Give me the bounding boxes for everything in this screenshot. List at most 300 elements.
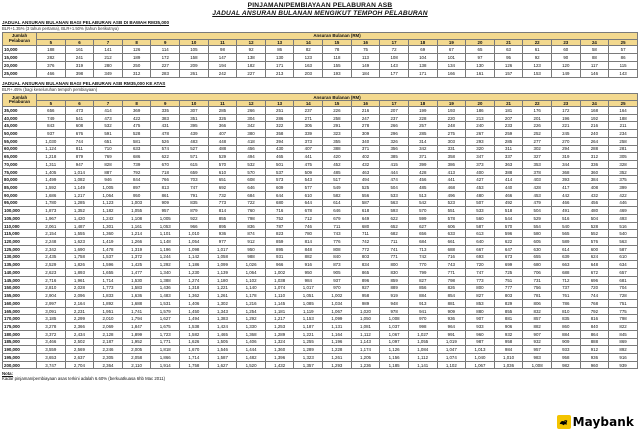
installment-cell: 771 bbox=[437, 269, 466, 277]
installment-cell: 146 bbox=[580, 70, 609, 78]
installment-cell: 932 bbox=[523, 338, 552, 346]
table-row bbox=[3, 284, 638, 292]
installment-cell: 843 bbox=[37, 122, 66, 130]
installment-cell: 368 bbox=[551, 168, 580, 176]
installment-cell: 1,494 bbox=[180, 315, 209, 323]
year-header-cell: 25 bbox=[609, 100, 638, 106]
installment-cell: 1,034 bbox=[323, 299, 352, 307]
installment-cell: 983 bbox=[523, 353, 552, 361]
installment-cell: 1,186 bbox=[180, 261, 209, 269]
installment-cell: 1,217 bbox=[65, 191, 94, 199]
installment-cell: 2,128 bbox=[94, 330, 123, 338]
amount-cell: 75,000 bbox=[3, 168, 37, 176]
amount-cell: 15,000 bbox=[3, 54, 37, 62]
installment-cell: 168 bbox=[580, 106, 609, 114]
installment-cell: 90 bbox=[551, 54, 580, 62]
table-row bbox=[3, 307, 638, 315]
installment-cell: 427 bbox=[466, 176, 495, 184]
installment-cell: 881 bbox=[437, 299, 466, 307]
installment-cell: 428 bbox=[523, 184, 552, 192]
year-header-cell: 13 bbox=[265, 39, 294, 46]
installment-cell: 777 bbox=[494, 284, 523, 292]
installment-cell: 570 bbox=[408, 207, 437, 215]
installment-cell: 492 bbox=[494, 199, 523, 207]
installment-cell: 756 bbox=[523, 284, 552, 292]
installment-cell: 241 bbox=[65, 54, 94, 62]
installment-cell: 2,716 bbox=[37, 276, 66, 284]
installment-cell: 285 bbox=[494, 137, 523, 145]
installment-cell: 864 bbox=[580, 330, 609, 338]
installment-cell: 351 bbox=[180, 114, 209, 122]
installment-cell: 466 bbox=[494, 191, 523, 199]
installment-cell: 781 bbox=[523, 292, 552, 300]
installment-cell: 171 bbox=[265, 62, 294, 70]
installment-cell: 400 bbox=[466, 168, 495, 176]
installment-cell: 1,161 bbox=[122, 222, 151, 230]
installment-cell: 192 bbox=[580, 114, 609, 122]
installment-cell: 441 bbox=[437, 176, 466, 184]
installment-cell: 60 bbox=[551, 46, 580, 54]
installment-cell: 2,704 bbox=[65, 361, 94, 369]
installment-cell: 829 bbox=[494, 299, 523, 307]
installment-cell: 1,002 bbox=[323, 292, 352, 300]
installment-cell: 407 bbox=[294, 145, 323, 153]
installment-cell: 188 bbox=[37, 46, 66, 54]
installment-cell: 240 bbox=[580, 130, 609, 138]
table-row bbox=[3, 161, 638, 169]
installment-cell: 336 bbox=[580, 161, 609, 169]
installment-cell: 751 bbox=[609, 299, 638, 307]
installment-cell: 950 bbox=[294, 269, 323, 277]
installment-cell: 278 bbox=[351, 122, 380, 130]
document-header bbox=[0, 2, 640, 17]
amount-cell: 95,000 bbox=[3, 199, 37, 207]
installment-cell: 296 bbox=[380, 130, 409, 138]
installment-cell: 828 bbox=[94, 161, 123, 169]
installment-cell: 580 bbox=[523, 230, 552, 238]
installment-cell: 768 bbox=[580, 299, 609, 307]
installment-cell: 792 bbox=[122, 168, 151, 176]
installment-cell: 1,626 bbox=[180, 338, 209, 346]
installment-header: Ansuran Bulanan (RM) bbox=[37, 94, 638, 100]
installment-cell: 138 bbox=[237, 54, 266, 62]
installment-cell: 937 bbox=[37, 130, 66, 138]
installment-cell: 234 bbox=[609, 130, 638, 138]
installment-cell: 1,483 bbox=[151, 292, 180, 300]
installment-cell: 2,058 bbox=[122, 353, 151, 361]
installment-cell: 408 bbox=[580, 184, 609, 192]
installment-cell: 711 bbox=[380, 238, 409, 246]
installment-cell: 517 bbox=[323, 176, 352, 184]
installment-cell: 1,293 bbox=[323, 361, 352, 369]
installment-cell: 428 bbox=[408, 168, 437, 176]
table-row bbox=[3, 122, 638, 130]
year-header-cell: 13 bbox=[265, 100, 294, 106]
installment-cell: 1,164 bbox=[323, 330, 352, 338]
installment-cell: 663 bbox=[551, 261, 580, 269]
installment-cell: 1,047 bbox=[437, 346, 466, 354]
year-header-cell: 22 bbox=[523, 100, 552, 106]
installment-cell: 1,036 bbox=[494, 361, 523, 369]
amount-cell: 40,000 bbox=[3, 114, 37, 122]
installment-cell: 686 bbox=[122, 153, 151, 161]
installment-cell: 1,099 bbox=[323, 315, 352, 323]
installment-cell: 1,406 bbox=[180, 299, 209, 307]
installment-cell: 1,058 bbox=[208, 253, 237, 261]
installment-cell: 770 bbox=[408, 261, 437, 269]
installment-cell: 143 bbox=[609, 70, 638, 78]
table-row bbox=[3, 245, 638, 253]
installment-cell: 422 bbox=[122, 114, 151, 122]
installment-cell: 344 bbox=[551, 161, 580, 169]
year-header-cell: 16 bbox=[351, 39, 380, 46]
year-header-cell: 14 bbox=[294, 39, 323, 46]
installment-cell: 751 bbox=[494, 276, 523, 284]
installment-cell: 540 bbox=[609, 230, 638, 238]
installment-cell: 832 bbox=[523, 307, 552, 315]
installment-cell: 1,893 bbox=[65, 269, 94, 277]
installment-cell: 827 bbox=[408, 276, 437, 284]
installment-cell: 1,340 bbox=[151, 269, 180, 277]
year-header-cell: 16 bbox=[351, 100, 380, 106]
installment-cell: 388 bbox=[323, 145, 352, 153]
installment-cell: 678 bbox=[294, 207, 323, 215]
installment-cell: 527 bbox=[180, 145, 209, 153]
installment-cell: 328 bbox=[609, 161, 638, 169]
table-row bbox=[3, 114, 638, 122]
year-header-cell: 17 bbox=[380, 100, 409, 106]
installment-cell: 266 bbox=[237, 106, 266, 114]
installment-cell: 722 bbox=[237, 199, 266, 207]
installment-cell: 749 bbox=[37, 114, 66, 122]
installment-cell: 221 bbox=[551, 122, 580, 130]
year-header-cell: 10 bbox=[180, 100, 209, 106]
installment-cell: 1,771 bbox=[151, 338, 180, 346]
installment-cell: 1,425 bbox=[122, 261, 151, 269]
amount-cell: 185,000 bbox=[3, 338, 37, 346]
installment-cell: 1,112 bbox=[408, 353, 437, 361]
installment-cell: 605 bbox=[523, 238, 552, 246]
installment-cell: 120 bbox=[551, 62, 580, 70]
installment-cell: 143 bbox=[380, 62, 409, 70]
installment-cell: 712 bbox=[551, 276, 580, 284]
installment-cell: 1,914 bbox=[151, 361, 180, 369]
installment-cell: 335 bbox=[151, 106, 180, 114]
year-header-cell: 19 bbox=[437, 39, 466, 46]
installment-cell: 507 bbox=[466, 199, 495, 207]
installment-cell: 989 bbox=[351, 299, 380, 307]
installment-cell: 1,627 bbox=[151, 315, 180, 323]
installment-cell: 869 bbox=[609, 338, 638, 346]
installment-cell: 1,254 bbox=[237, 307, 266, 315]
installment-cell: 526 bbox=[151, 137, 180, 145]
installment-cell: 413 bbox=[437, 168, 466, 176]
installment-cell: 1,228 bbox=[323, 346, 352, 354]
installment-cell: 816 bbox=[580, 315, 609, 323]
installment-cell: 1,773 bbox=[94, 284, 123, 292]
installment-cell: 800 bbox=[380, 261, 409, 269]
installment-cell: 456 bbox=[408, 176, 437, 184]
installment-cell: 939 bbox=[609, 361, 638, 369]
installment-cell: 1,187 bbox=[294, 323, 323, 331]
installment-cell: 1,623 bbox=[65, 238, 94, 246]
installment-cell: 936 bbox=[437, 315, 466, 323]
amount-cell: 105,000 bbox=[3, 215, 37, 223]
installment-cell: 960 bbox=[580, 361, 609, 369]
installment-cell: 375 bbox=[609, 176, 638, 184]
installment-cell: 563 bbox=[380, 199, 409, 207]
installment-cell: 614 bbox=[551, 245, 580, 253]
installment-cell: 193 bbox=[323, 70, 352, 78]
installment-cell: 627 bbox=[408, 222, 437, 230]
installment-cell: 163 bbox=[294, 62, 323, 70]
table-row bbox=[3, 137, 638, 145]
installment-cell: 485 bbox=[323, 168, 352, 176]
installment-cell: 86 bbox=[265, 46, 294, 54]
installment-cell: 835 bbox=[180, 199, 209, 207]
installment-cell: 2,637 bbox=[65, 353, 94, 361]
installment-cell: 798 bbox=[437, 276, 466, 284]
installment-cell: 855 bbox=[494, 307, 523, 315]
installment-cell: 1,436 bbox=[151, 284, 180, 292]
installment-cell: 720 bbox=[580, 284, 609, 292]
year-header-cell: 8 bbox=[122, 100, 151, 106]
installment-cell: 227 bbox=[237, 70, 266, 78]
installment-cell: 3,372 bbox=[37, 330, 66, 338]
installment-cell: 452 bbox=[323, 161, 352, 169]
installment-cell: 220 bbox=[437, 114, 466, 122]
installment-cell: 1,013 bbox=[466, 346, 495, 354]
installment-cell: 2,248 bbox=[37, 238, 66, 246]
installment-cell: 158 bbox=[180, 54, 209, 62]
installment-cell: 622 bbox=[494, 238, 523, 246]
installment-cell: 2,096 bbox=[65, 292, 94, 300]
installment-cell: 172 bbox=[151, 54, 180, 62]
installment-cell: 417 bbox=[551, 184, 580, 192]
year-header-cell: 24 bbox=[580, 39, 609, 46]
installment-cell: 291 bbox=[323, 122, 352, 130]
amount-cell: 195,000 bbox=[3, 353, 37, 361]
installment-cell: 250 bbox=[122, 62, 151, 70]
installment-cell: 201 bbox=[523, 114, 552, 122]
installment-cell: 1,153 bbox=[294, 315, 323, 323]
installment-cell: 2,364 bbox=[94, 361, 123, 369]
installment-cell: 1,101 bbox=[151, 230, 180, 238]
installment-cell: 692 bbox=[208, 184, 237, 192]
installment-cell: 743 bbox=[437, 261, 466, 269]
installment-cell: 2,997 bbox=[37, 299, 66, 307]
installment-cell: 1,538 bbox=[180, 323, 209, 331]
installment-cell: 1,244 bbox=[151, 253, 180, 261]
installment-cell: 327 bbox=[523, 153, 552, 161]
installment-cell: 373 bbox=[466, 161, 495, 169]
installment-cell: 130 bbox=[265, 54, 294, 62]
installment-cell: 874 bbox=[237, 230, 266, 238]
amount-cell: 200,000 bbox=[3, 361, 37, 369]
installment-cell: 415 bbox=[380, 161, 409, 169]
installment-cell: 2,810 bbox=[37, 284, 66, 292]
installment-cell: 836 bbox=[237, 222, 266, 230]
installment-cell: 1,826 bbox=[65, 261, 94, 269]
installment-cell: 1,084 bbox=[408, 346, 437, 354]
installment-cell: 1,261 bbox=[323, 353, 352, 361]
installment-cell: 776 bbox=[323, 238, 352, 246]
installment-cell: 706 bbox=[523, 269, 552, 277]
installment-cell: 964 bbox=[437, 323, 466, 331]
installment-cell: 388 bbox=[494, 168, 523, 176]
installment-cell: 422 bbox=[609, 191, 638, 199]
table-row bbox=[3, 106, 638, 114]
installment-cell: 600 bbox=[580, 245, 609, 253]
installment-cell: 728 bbox=[609, 292, 638, 300]
installment-cell: 582 bbox=[323, 191, 352, 199]
installment-cell: 991 bbox=[437, 330, 466, 338]
installment-cell: 1,230 bbox=[180, 269, 209, 277]
installment-cell: 970 bbox=[408, 315, 437, 323]
footnote-label: Nota: bbox=[2, 371, 13, 377]
installment-cell: 2,028 bbox=[65, 284, 94, 292]
year-header-cell: 23 bbox=[551, 100, 580, 106]
installment-cell: 1,003 bbox=[122, 199, 151, 207]
installment-cell: 554 bbox=[523, 222, 552, 230]
installment-cell: 358 bbox=[265, 130, 294, 138]
installment-cell: 775 bbox=[609, 307, 638, 315]
installment-cell: 466 bbox=[37, 70, 66, 78]
installment-cell: 1,017 bbox=[294, 284, 323, 292]
installment-cell: 353 bbox=[523, 161, 552, 169]
installment-cell: 912 bbox=[580, 346, 609, 354]
installment-cell: 161 bbox=[466, 70, 495, 78]
maybank-wordmark: Maybank bbox=[572, 415, 634, 429]
installment-cell: 1,082 bbox=[65, 176, 94, 184]
installment-cell: 209 bbox=[180, 62, 209, 70]
installment-cell: 58 bbox=[580, 46, 609, 54]
installment-cell: 688 bbox=[437, 245, 466, 253]
year-header-cell: 12 bbox=[237, 100, 266, 106]
installment-cell: 716 bbox=[265, 207, 294, 215]
installment-cell: 646 bbox=[323, 207, 352, 215]
installment-cell: 196 bbox=[551, 114, 580, 122]
installment-cell: 688 bbox=[551, 269, 580, 277]
installment-cell: 157 bbox=[494, 70, 523, 78]
amount-cell: 160,000 bbox=[3, 299, 37, 307]
installment-cell: 1,499 bbox=[37, 176, 66, 184]
amount-cell: 45,000 bbox=[3, 122, 37, 130]
installment-cell: 1,330 bbox=[237, 323, 266, 331]
installment-cell: 892 bbox=[609, 346, 638, 354]
installment-cell: 1,714 bbox=[94, 276, 123, 284]
installment-cell: 1,123 bbox=[94, 199, 123, 207]
installment-cell: 3,747 bbox=[37, 361, 66, 369]
installment-cell: 1,741 bbox=[122, 307, 151, 315]
installment-cell: 1,432 bbox=[265, 361, 294, 369]
installment-cell: 251 bbox=[265, 106, 294, 114]
year-header-cell: 15 bbox=[323, 100, 352, 106]
amount-column-header: Jumlah Pelaburan bbox=[3, 33, 37, 46]
installment-cell: 651 bbox=[208, 176, 237, 184]
installment-cell: 432 bbox=[351, 161, 380, 169]
installment-cell: 342 bbox=[408, 145, 437, 153]
installment-cell: 718 bbox=[151, 168, 180, 176]
installment-cell: 541 bbox=[65, 114, 94, 122]
installment-cell: 141 bbox=[94, 46, 123, 54]
installment-cell: 442 bbox=[551, 191, 580, 199]
installment-cell: 814 bbox=[294, 238, 323, 246]
installment-cell: 1,319 bbox=[122, 245, 151, 253]
installment-cell: 712 bbox=[294, 215, 323, 223]
installment-cell: 1,014 bbox=[65, 168, 94, 176]
installment-cell: 2,154 bbox=[37, 230, 66, 238]
installment-cell: 922 bbox=[180, 215, 209, 223]
installment-cell: 681 bbox=[609, 276, 638, 284]
amount-cell: 135,000 bbox=[3, 261, 37, 269]
installment-cell: 720 bbox=[466, 261, 495, 269]
installment-cell: 277 bbox=[523, 137, 552, 145]
footnote bbox=[2, 371, 640, 381]
installment-cell: 737 bbox=[551, 284, 580, 292]
installment-cell: 565 bbox=[551, 230, 580, 238]
maybank-logo bbox=[557, 415, 634, 429]
installment-cell: 593 bbox=[380, 207, 409, 215]
installment-cell: 1,108 bbox=[122, 215, 151, 223]
year-header-cell: 5 bbox=[37, 39, 66, 46]
installment-cell: 440 bbox=[494, 184, 523, 192]
installment-cell: 905 bbox=[323, 269, 352, 277]
installment-cell: 978 bbox=[380, 307, 409, 315]
installment-cell: 1,477 bbox=[122, 269, 151, 277]
maybank-tiger-icon bbox=[557, 415, 571, 429]
installment-cell: 399 bbox=[408, 161, 437, 169]
amount-cell: 115,000 bbox=[3, 230, 37, 238]
installment-cell: 504 bbox=[580, 215, 609, 223]
installment-cell: 456 bbox=[580, 199, 609, 207]
installment-cell: 352 bbox=[609, 168, 638, 176]
installment-cell: 1,478 bbox=[94, 245, 123, 253]
year-header-cell: 23 bbox=[551, 39, 580, 46]
installment-cell: 186 bbox=[466, 106, 495, 114]
amount-cell: 180,000 bbox=[3, 330, 37, 338]
installment-cell: 309 bbox=[351, 130, 380, 138]
installment-cell: 373 bbox=[294, 137, 323, 145]
installment-cell: 1,055 bbox=[122, 207, 151, 215]
installment-cell: 622 bbox=[151, 153, 180, 161]
installment-cell: 744 bbox=[65, 137, 94, 145]
installment-cell: 570 bbox=[208, 161, 237, 169]
installment-cell: 347 bbox=[466, 153, 495, 161]
installment-cell: 475 bbox=[294, 161, 323, 169]
installment-cell: 216 bbox=[351, 106, 380, 114]
installment-cell: 679 bbox=[323, 215, 352, 223]
installment-cell: 633 bbox=[122, 145, 151, 153]
amount-cell: 80,000 bbox=[3, 176, 37, 184]
installment-cell: 1,780 bbox=[37, 199, 66, 207]
installment-cell: 1,098 bbox=[180, 245, 209, 253]
installment-cell: 166 bbox=[437, 70, 466, 78]
installment-cell: 261 bbox=[180, 70, 209, 78]
table-row bbox=[3, 191, 638, 199]
installment-cell: 88 bbox=[580, 54, 609, 62]
installment-cell: 130 bbox=[466, 62, 495, 70]
installment-cell: 543 bbox=[294, 176, 323, 184]
installment-cell: 1,236 bbox=[351, 361, 380, 369]
installment-cell: 61 bbox=[523, 46, 552, 54]
table-row bbox=[3, 330, 638, 338]
installment-cell: 312 bbox=[122, 70, 151, 78]
installment-cell: 1,285 bbox=[65, 199, 94, 207]
installment-cell: 907 bbox=[523, 330, 552, 338]
installment-cell: 984 bbox=[494, 346, 523, 354]
installment-cell: 1,302 bbox=[208, 299, 237, 307]
